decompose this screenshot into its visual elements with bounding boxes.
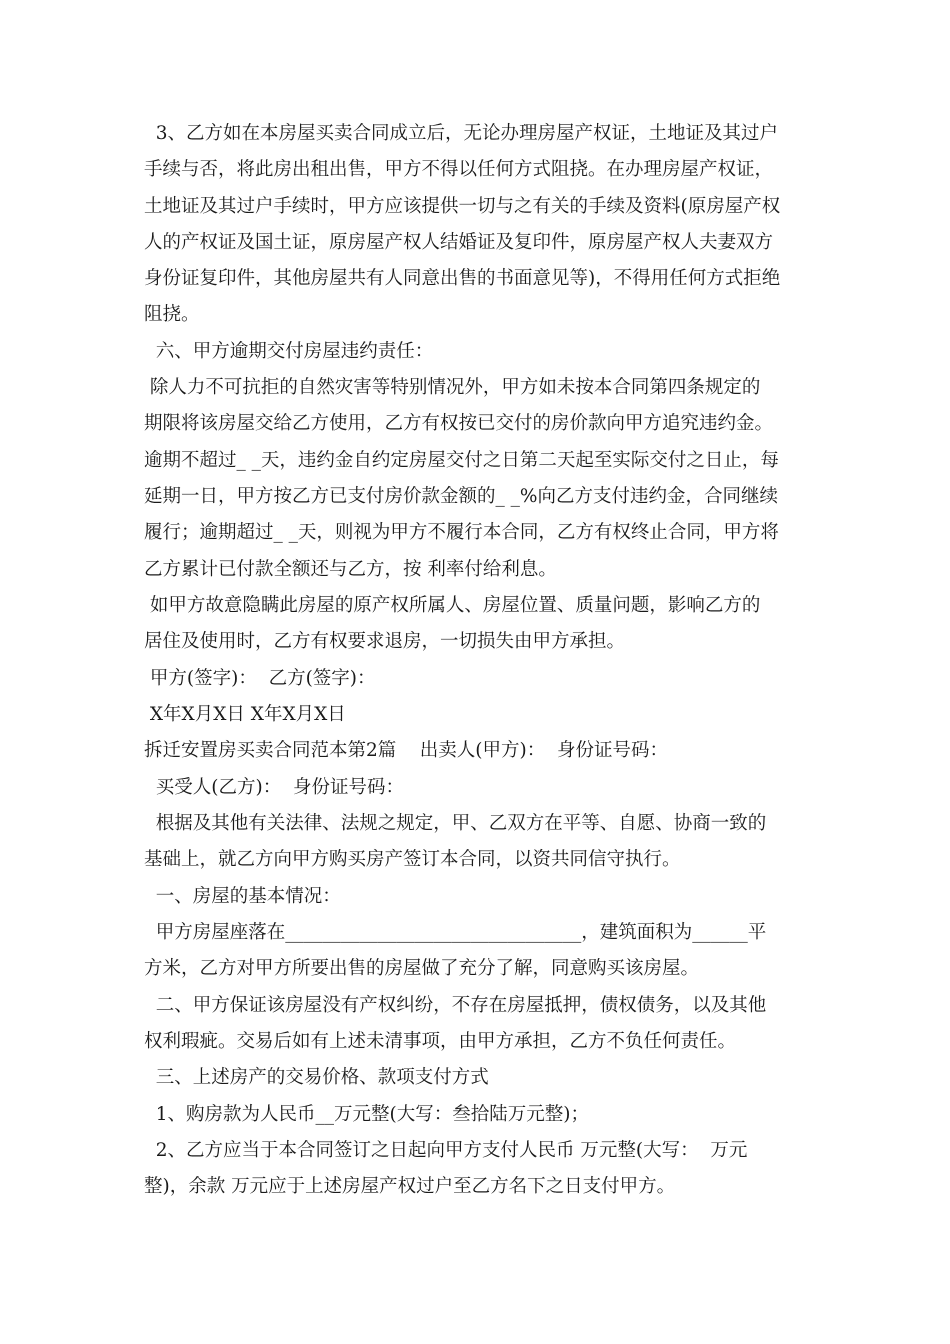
text-line: 期限将该房屋交给乙方使用，乙方有权按已交付的房价款向甲方追究违约金。: [144, 413, 774, 434]
text-line: 方米，乙方对甲方所要出售的房屋做了充分了解，同意购买该房屋。: [144, 958, 700, 979]
text-line: 土地证及其过户手续时，甲方应该提供一切与之有关的手续及资料(原房屋产权: [144, 196, 781, 217]
text-line: 乙方累计已付款全额还与乙方，按 利率付给利息。: [144, 559, 557, 580]
text-line: 3、乙方如在本房屋买卖合同成立后，无论办理房屋产权证，土地证及其过户: [144, 123, 779, 144]
text-line: 延期一日，甲方按乙方已支付房价款金额的_ _%向乙方支付违约金，合同继续: [144, 486, 778, 507]
date-line: X年X月X日 X年X月X日: [144, 704, 346, 725]
text-line: 人的产权证及国土证，原房屋产权人结婚证及复印件，原房屋产权人夫妻双方: [144, 232, 774, 253]
text-line: 居住及使用时，乙方有权要求退房，一切损失由甲方承担。: [144, 631, 626, 652]
text-line: 甲方房屋座落在________________________________，建筑面积为______平: [144, 922, 767, 943]
buyer-line: 买受人(乙方)： 身份证号码：: [144, 777, 404, 798]
contract-title-line: 拆迁安置房买卖合同范本第2篇 出卖人(甲方)： 身份证号码：: [144, 740, 668, 761]
section-heading: 六、甲方逾期交付房屋违约责任：: [144, 341, 434, 362]
text-line: 2、乙方应当于本合同签订之日起向甲方支付人民币 万元整(大写： 万元: [144, 1140, 748, 1161]
text-line: 根据及其他有关法律、法规之规定，甲、乙双方在平等、自愿、协商一致的: [144, 813, 767, 834]
text-line: 逾期不超过_ _天，违约金自约定房屋交付之日第二天起至实际交付之日止，每: [144, 450, 779, 471]
text-line: 身份证复印件，其他房屋共有人同意出售的书面意见等)，不得用任何方式拒绝: [144, 268, 781, 289]
text-line: 二、甲方保证该房屋没有产权纠纷，不存在房屋抵押，债权债务，以及其他: [144, 995, 767, 1016]
text-line: 基础上，就乙方向甲方购买房产签订本合同，以资共同信守执行。: [144, 849, 681, 870]
text-line: 如甲方故意隐瞒此房屋的原产权所属人、房屋位置、质量问题，影响乙方的: [144, 595, 761, 616]
text-line: 整)，余款 万元应于上述房屋产权过户至乙方名下之日支付甲方。: [144, 1176, 676, 1197]
text-line: 除人力不可抗拒的自然灾害等特别情况外，甲方如未按本合同第四条规定的: [144, 377, 761, 398]
text-line: 1、购房款为人民币__万元整(大写：叁拾陆万元整)；: [144, 1104, 589, 1125]
text-line: 履行；逾期超过_ _天，则视为甲方不履行本合同，乙方有权终止合同，甲方将: [144, 522, 779, 543]
section-heading: 三、上述房产的交易价格、款项支付方式: [144, 1067, 489, 1088]
signature-line: 甲方(签字)： 乙方(签字)：: [144, 668, 376, 689]
text-line: 权利瑕疵。交易后如有上述未清事项，由甲方承担，乙方不负任何责任。: [144, 1031, 737, 1052]
text-line: 手续与否，将此房出租出售，甲方不得以任何方式阻挠。在办理房屋产权证，: [144, 159, 774, 180]
section-heading: 一、房屋的基本情况：: [144, 886, 341, 907]
text-line: 阻挠。: [144, 304, 200, 325]
